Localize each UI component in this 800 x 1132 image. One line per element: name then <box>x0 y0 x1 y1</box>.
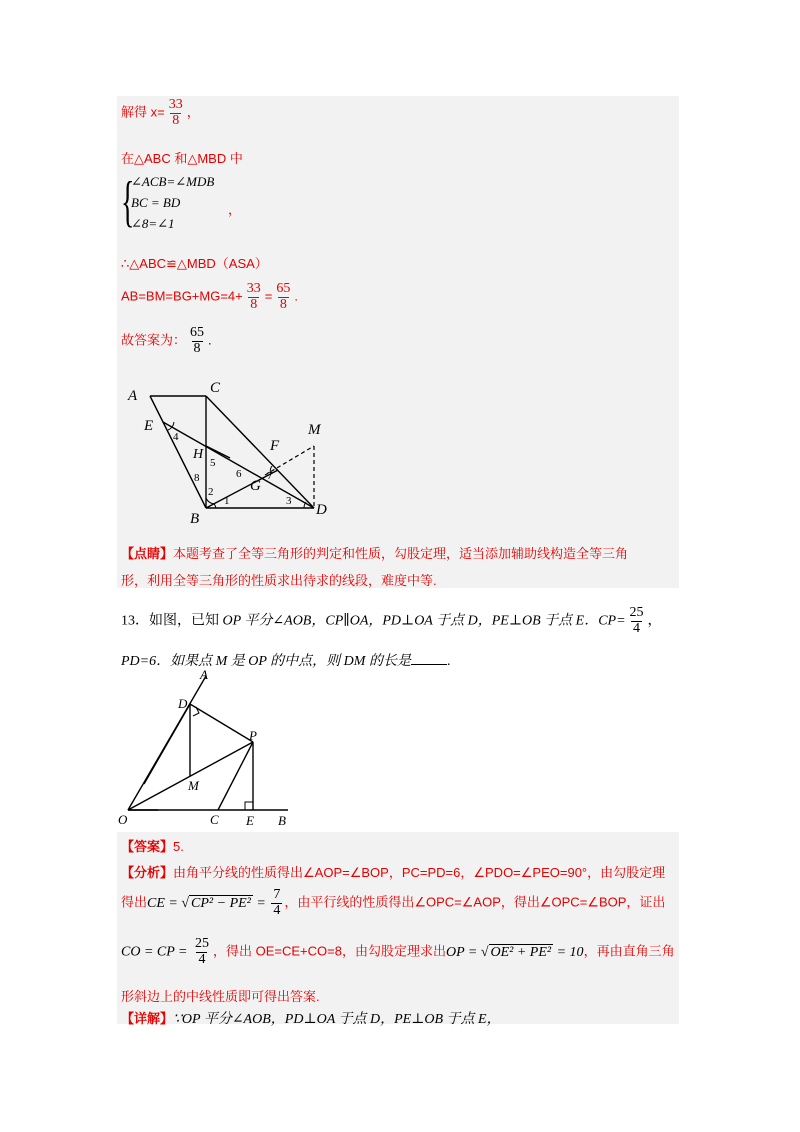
label-F: F <box>270 438 280 454</box>
ce-fraction: $\frac{7}{4}$ <box>273 887 281 918</box>
question-13-line-2: PD=6．如果点 M 是 OP 的中点，则 DM 的长是 . <box>121 654 451 669</box>
angle-6: 6 <box>236 468 242 480</box>
label-E: E <box>144 418 154 434</box>
label-D: D <box>316 502 327 518</box>
answer-line-prev: 故答案为： $\frac{65}{8}$ . <box>121 325 212 356</box>
angle-4: 4 <box>173 431 179 443</box>
label-H: H <box>193 447 204 462</box>
solve-line: 解得 x= $\frac{33}{8}$ ， <box>121 97 200 128</box>
geometry-figure-2 <box>118 668 298 830</box>
analysis-line-3: CO = CP = $\frac{25}{4}$ ，得出 OE=CE+CO=8，由勾股定理求出OP = √ OE² + PE² = 10，再由直角三角 <box>121 936 675 967</box>
system-brace: { <box>121 171 135 233</box>
fig2-label-O: O <box>118 812 128 827</box>
analysis-line-4: 形斜边上的中线性质即可得出答案. <box>121 989 320 1004</box>
angle-1: 1 <box>224 495 230 507</box>
answer-line: 【答案】5. <box>121 839 184 854</box>
analysis-line-1: 【分析】由角平分线的性质得出∠AOP=∠BOP，PC=PD=6，∠PDO=∠PEO=90°，由勾股定理 <box>121 865 666 880</box>
fig2-label-P: P <box>249 728 257 743</box>
ab-fraction-2: $\frac{65}{8}$ <box>276 281 291 312</box>
cp-fraction: $\frac{25}{4}$ <box>629 605 644 636</box>
fig2-label-D: D <box>178 696 188 711</box>
label-G: G <box>250 478 261 494</box>
angle-3: 3 <box>286 495 292 507</box>
label-B: B <box>190 511 200 527</box>
detail-line: 【详解】∵OP 平分∠AOB，PD⊥OA 于点 D，PE⊥OB 于点 E， <box>121 1011 501 1027</box>
label-C: C <box>210 380 221 396</box>
fig2-label-B: B <box>278 813 286 828</box>
congruent-line: ∴△ABC≌△MBD（ASA） <box>121 256 268 271</box>
answer-fraction-prev: $\frac{65}{8}$ <box>190 325 205 356</box>
solve-fraction: $\frac{33}{8}$ <box>168 97 183 128</box>
label-M: M <box>308 422 321 438</box>
angle-7: 7 <box>267 470 273 482</box>
answer-blank[interactable] <box>411 652 447 665</box>
fig2-label-C: C <box>210 812 219 827</box>
fig2-label-M: M <box>188 778 199 793</box>
angle-5: 5 <box>210 457 216 469</box>
co-fraction: $\frac{25}{4}$ <box>194 936 209 967</box>
ab-fraction-1: $\frac{33}{8}$ <box>246 281 261 312</box>
fig2-label-A: A <box>200 668 208 682</box>
triangles-line: 在△ABC 和△MBD 中 <box>121 151 243 166</box>
analysis-line-2: 得出CE = √ CP² − PE² = $\frac{7}{4}$ ，由平行线的性质得出∠OPC=∠AOP，得出∠OPC=∠BOP，证出 <box>121 887 666 918</box>
system-suffix: ， <box>228 202 242 217</box>
label-A: A <box>128 388 138 404</box>
angle-2: 2 <box>208 486 214 498</box>
comment-line-1: 【点睛】本题考查了全等三角形的判定和性质，勾股定理，适当添加辅助线构造全等三角 <box>121 546 629 561</box>
fig2-label-E: E <box>246 813 254 828</box>
ab-line: AB=BM=BG+MG=4+ $\frac{33}{8}$ = $\frac{65}{8}$ . <box>121 281 298 312</box>
comment-line-2: 形，利用全等三角形的性质求出待求的线段，难度中等. <box>121 573 437 588</box>
geometry-figure-1 <box>120 378 340 528</box>
angle-8: 8 <box>194 472 200 484</box>
document-page: 解得 x= $\frac{33}{8}$ ， 在△ABC 和△MBD 中 { ∠ACB=∠MDB BC = BD ∠8=∠1 ， ∴△ABC≌△MBD（ASA） AB=BM=BG+MG=4+ $\frac{33}{8}$ = $\frac{65}{8}$ . 故答案为： $\frac{65}{8}$ . A C E M F H G B D 4 5 8 6 7 2 1 3 【点睛】本题考查了全等三角形的判定和性质，勾股定理，适当添加辅助线构造全等三角 形，利用全等三角形的性质求出待求的线段，难度中等. 13．如图，已知 OP 平分∠AOB，CP∥OA，PD⊥OA 于点 D，PE⊥OB 于点 E．CP= $\frac{25}{4}$ ， PD=6．如果点 M 是 OP 的中点，则 DM 的长是 . A D P M O C E B 【答案】5. 【分析】由角平分线的性质得出∠AOP=∠BOP，PC=PD=6，∠PDO=∠PEO=90°，由勾股定理 得出CE = √ CP² − PE² = $\frac{7}{4}$ ，由平行线的性质得出∠OPC=∠AOP，得出∠OPC=∠BOP，证出 CO = CP = $\frac{25}{4}$ ，得出 OE=CE+CO=8，由勾股定理求出OP = √ OE² + PE² = 10，再由直角三角 形斜边上的中线性质即可得出答案. 【详解】∵OP 平分∠AOB，PD⊥OA 于点 D，PE⊥OB 于点 E， <box>0 0 800 1132</box>
question-13-line-1: 13．如图，已知 OP 平分∠AOB，CP∥OA，PD⊥OA 于点 D，PE⊥OB 于点 E．CP= $\frac{25}{4}$ ， <box>121 605 662 636</box>
